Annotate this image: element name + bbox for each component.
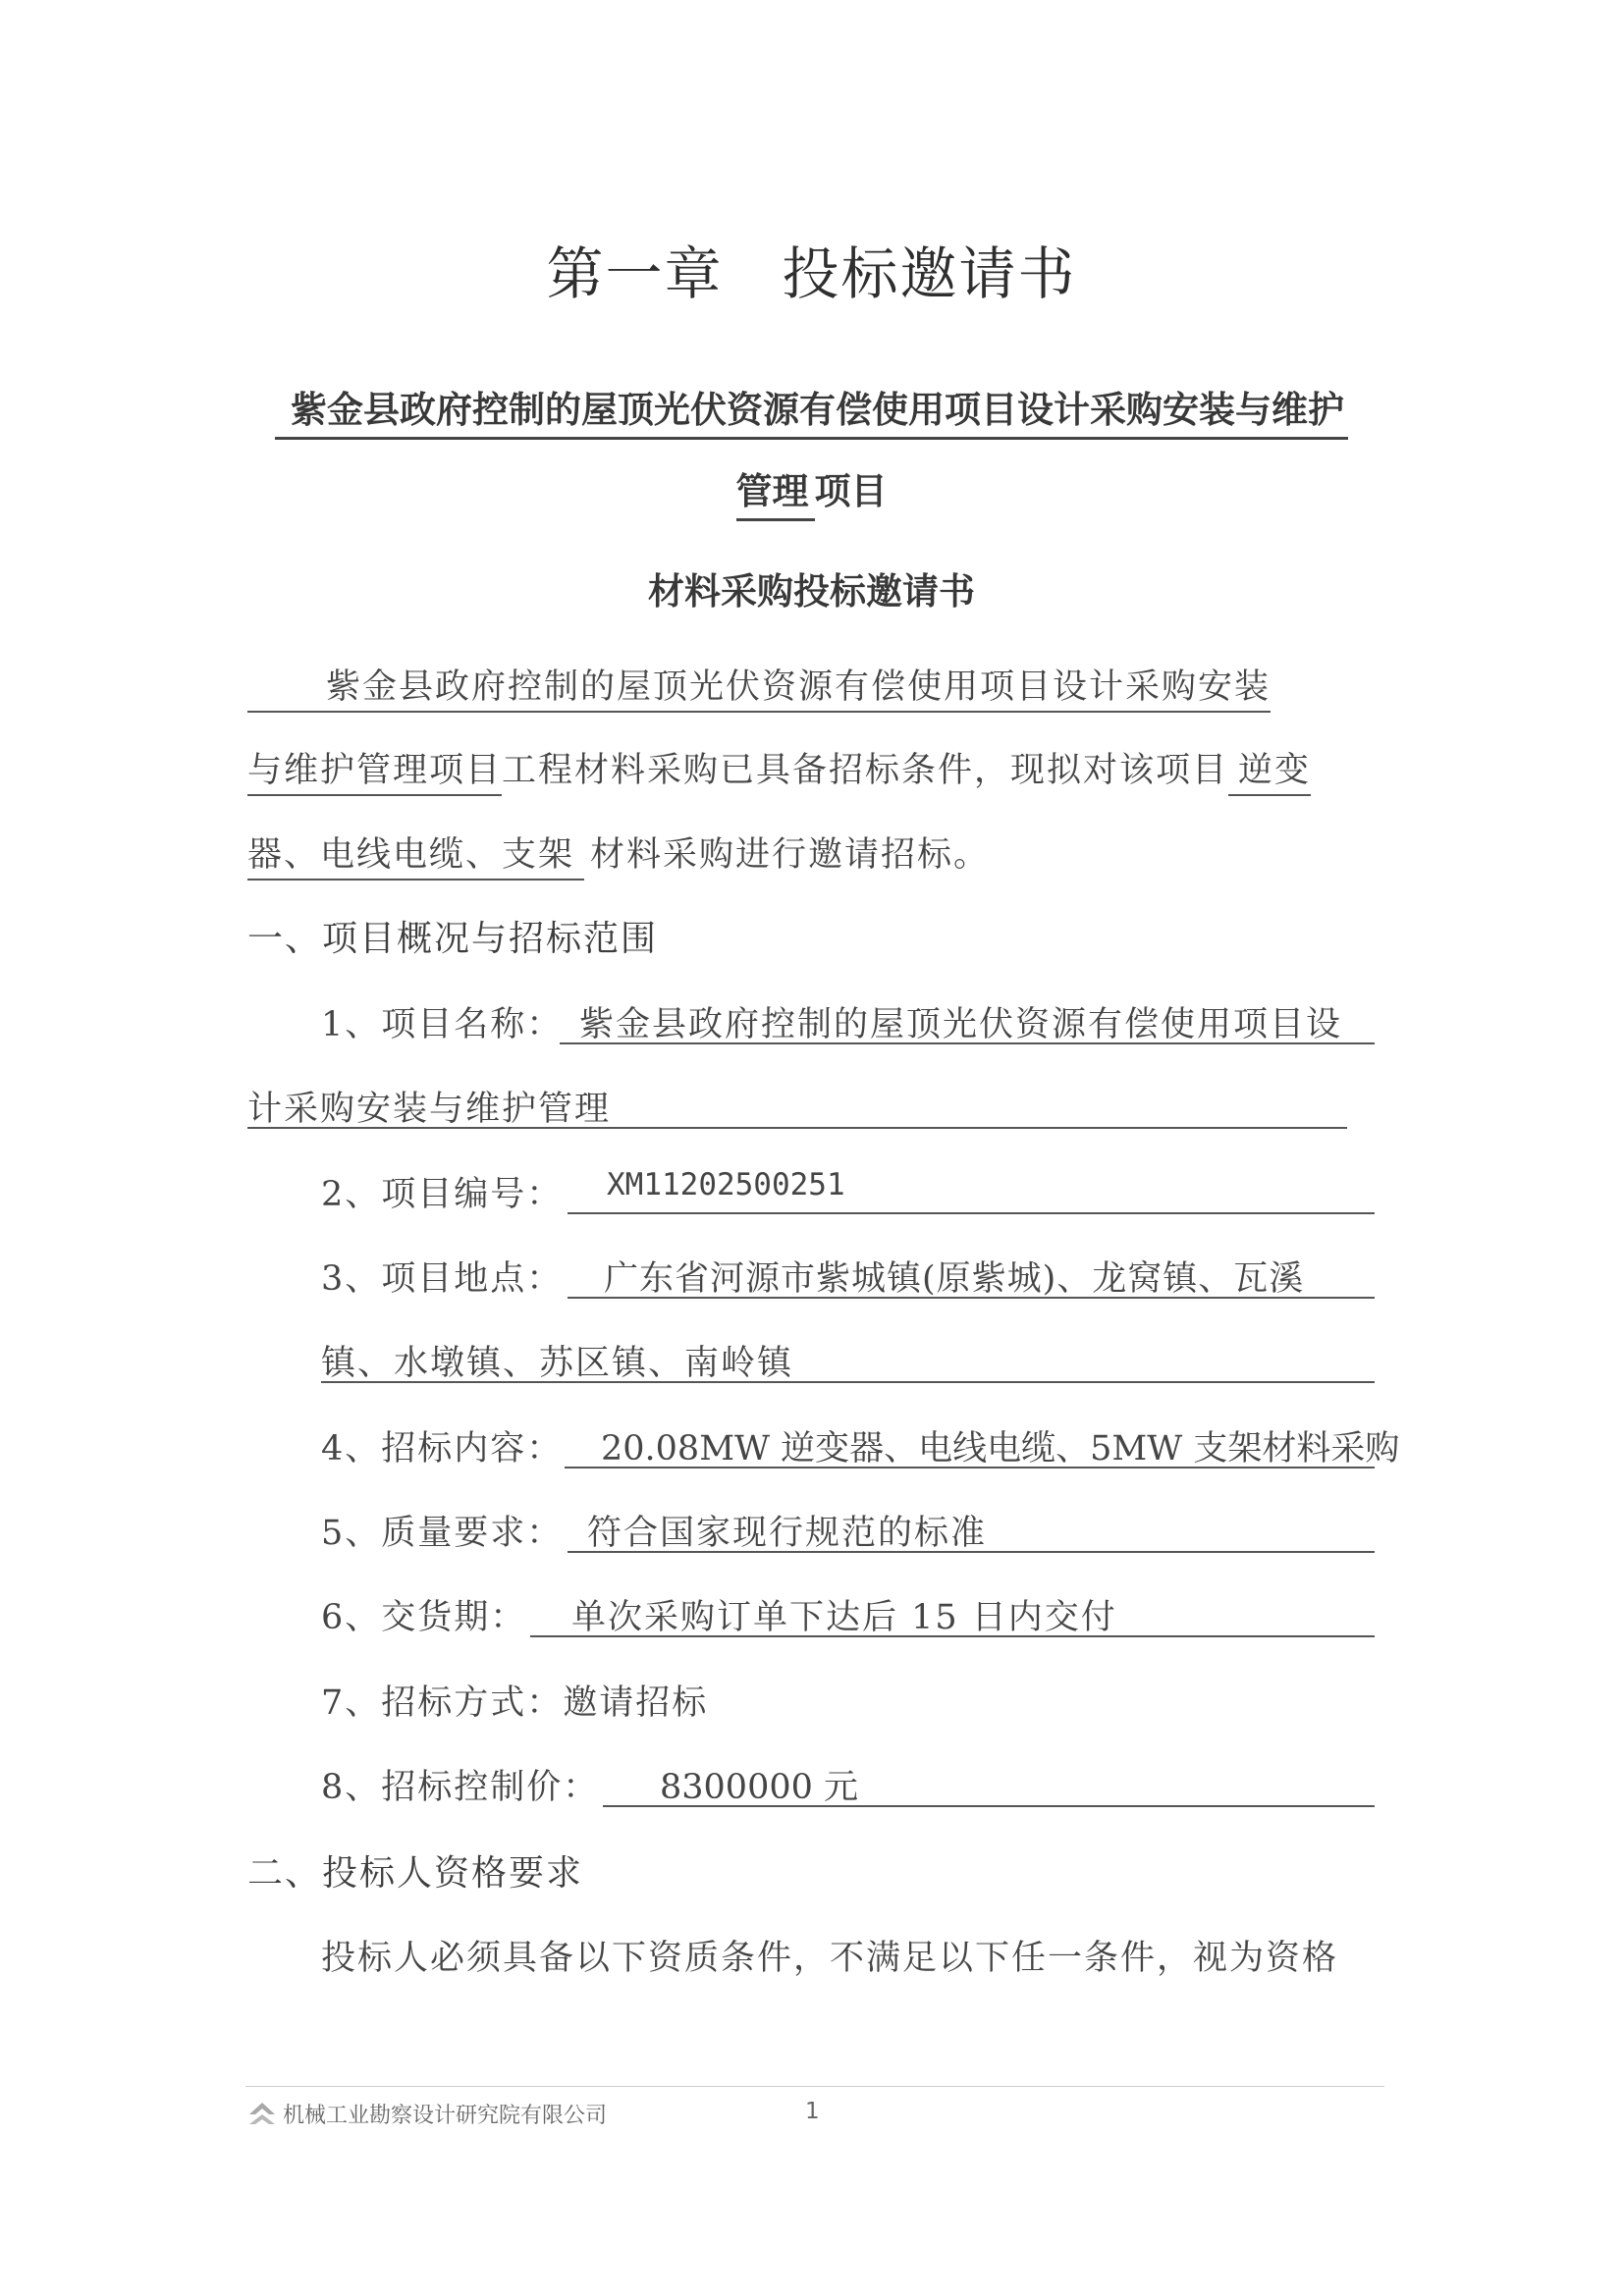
- document-subtitle: 材料采购投标邀请书: [648, 570, 975, 613]
- item-location-value2: 镇、水墩镇、苏区镇、南岭镇: [321, 1344, 794, 1383]
- item-delivery-value: 单次采购订单下达后 15 日内交付: [571, 1598, 1117, 1637]
- company-logo-icon: [247, 2101, 277, 2132]
- item-price-label: 8、招标控制价：: [321, 1768, 600, 1807]
- item-scope-value: 20.08MW 逆变器、电线电缆、5MW 支架材料采购: [601, 1429, 1400, 1468]
- section1-heading: 一、项目概况与招标范围: [247, 919, 659, 959]
- section2-heading: 二、投标人资格要求: [247, 1853, 584, 1894]
- intro-line2: 与维护管理项目工程材料采购已具备招标条件，现拟对该项目 逆变: [247, 743, 1311, 792]
- item-location-label: 3、项目地点：: [321, 1259, 564, 1299]
- chapter-name: 投标邀请书: [782, 240, 1077, 307]
- item-project-code-label: 2、项目编号：: [321, 1175, 564, 1214]
- item-location-value1: 广东省河源市紫城镇(原紫城)、龙窝镇、瓦溪: [604, 1259, 1305, 1299]
- project-title-line1: 紫金县政府控制的屋顶光伏资源有偿使用项目设计采购安装与维护: [0, 380, 1623, 433]
- item-project-code-value: XM11202500251: [607, 1167, 845, 1202]
- section2-text: 投标人必须具备以下资质条件，不满足以下任一条件，视为资格: [321, 1939, 1339, 1978]
- intro-line1: 紫金县政府控制的屋顶光伏资源有偿使用项目设计采购安装: [247, 660, 1271, 709]
- underline: [568, 1212, 1375, 1214]
- footer-company: 机械工业勘察设计研究院有限公司: [247, 2099, 607, 2132]
- page-number: 1: [805, 2099, 820, 2124]
- chapter-title: [0, 228, 1623, 310]
- item-method: 7、招标方式：邀请招标: [321, 1683, 709, 1723]
- chapter-number: 第一章: [546, 240, 724, 307]
- item-scope-label: 4、招标内容：: [321, 1429, 564, 1468]
- item-quality-value: 符合国家现行规范的标准: [587, 1514, 988, 1553]
- item-price-value: 8300000 元: [660, 1768, 859, 1807]
- project-title-line2: 管理 项目: [0, 461, 1623, 514]
- item-project-name-value2: 计采购安装与维护管理: [247, 1090, 612, 1129]
- footer-divider: [245, 2086, 1384, 2087]
- item-project-name-value1: 紫金县政府控制的屋顶光伏资源有偿使用项目设: [579, 1005, 1343, 1044]
- intro-line3: 器、电线电缆、支架 材料采购进行邀请招标。: [247, 828, 990, 877]
- item-project-name: 1、项目名称：: [321, 1005, 564, 1044]
- item-quality-label: 5、质量要求：: [321, 1514, 564, 1553]
- item-delivery-label: 6、交货期：: [321, 1598, 527, 1637]
